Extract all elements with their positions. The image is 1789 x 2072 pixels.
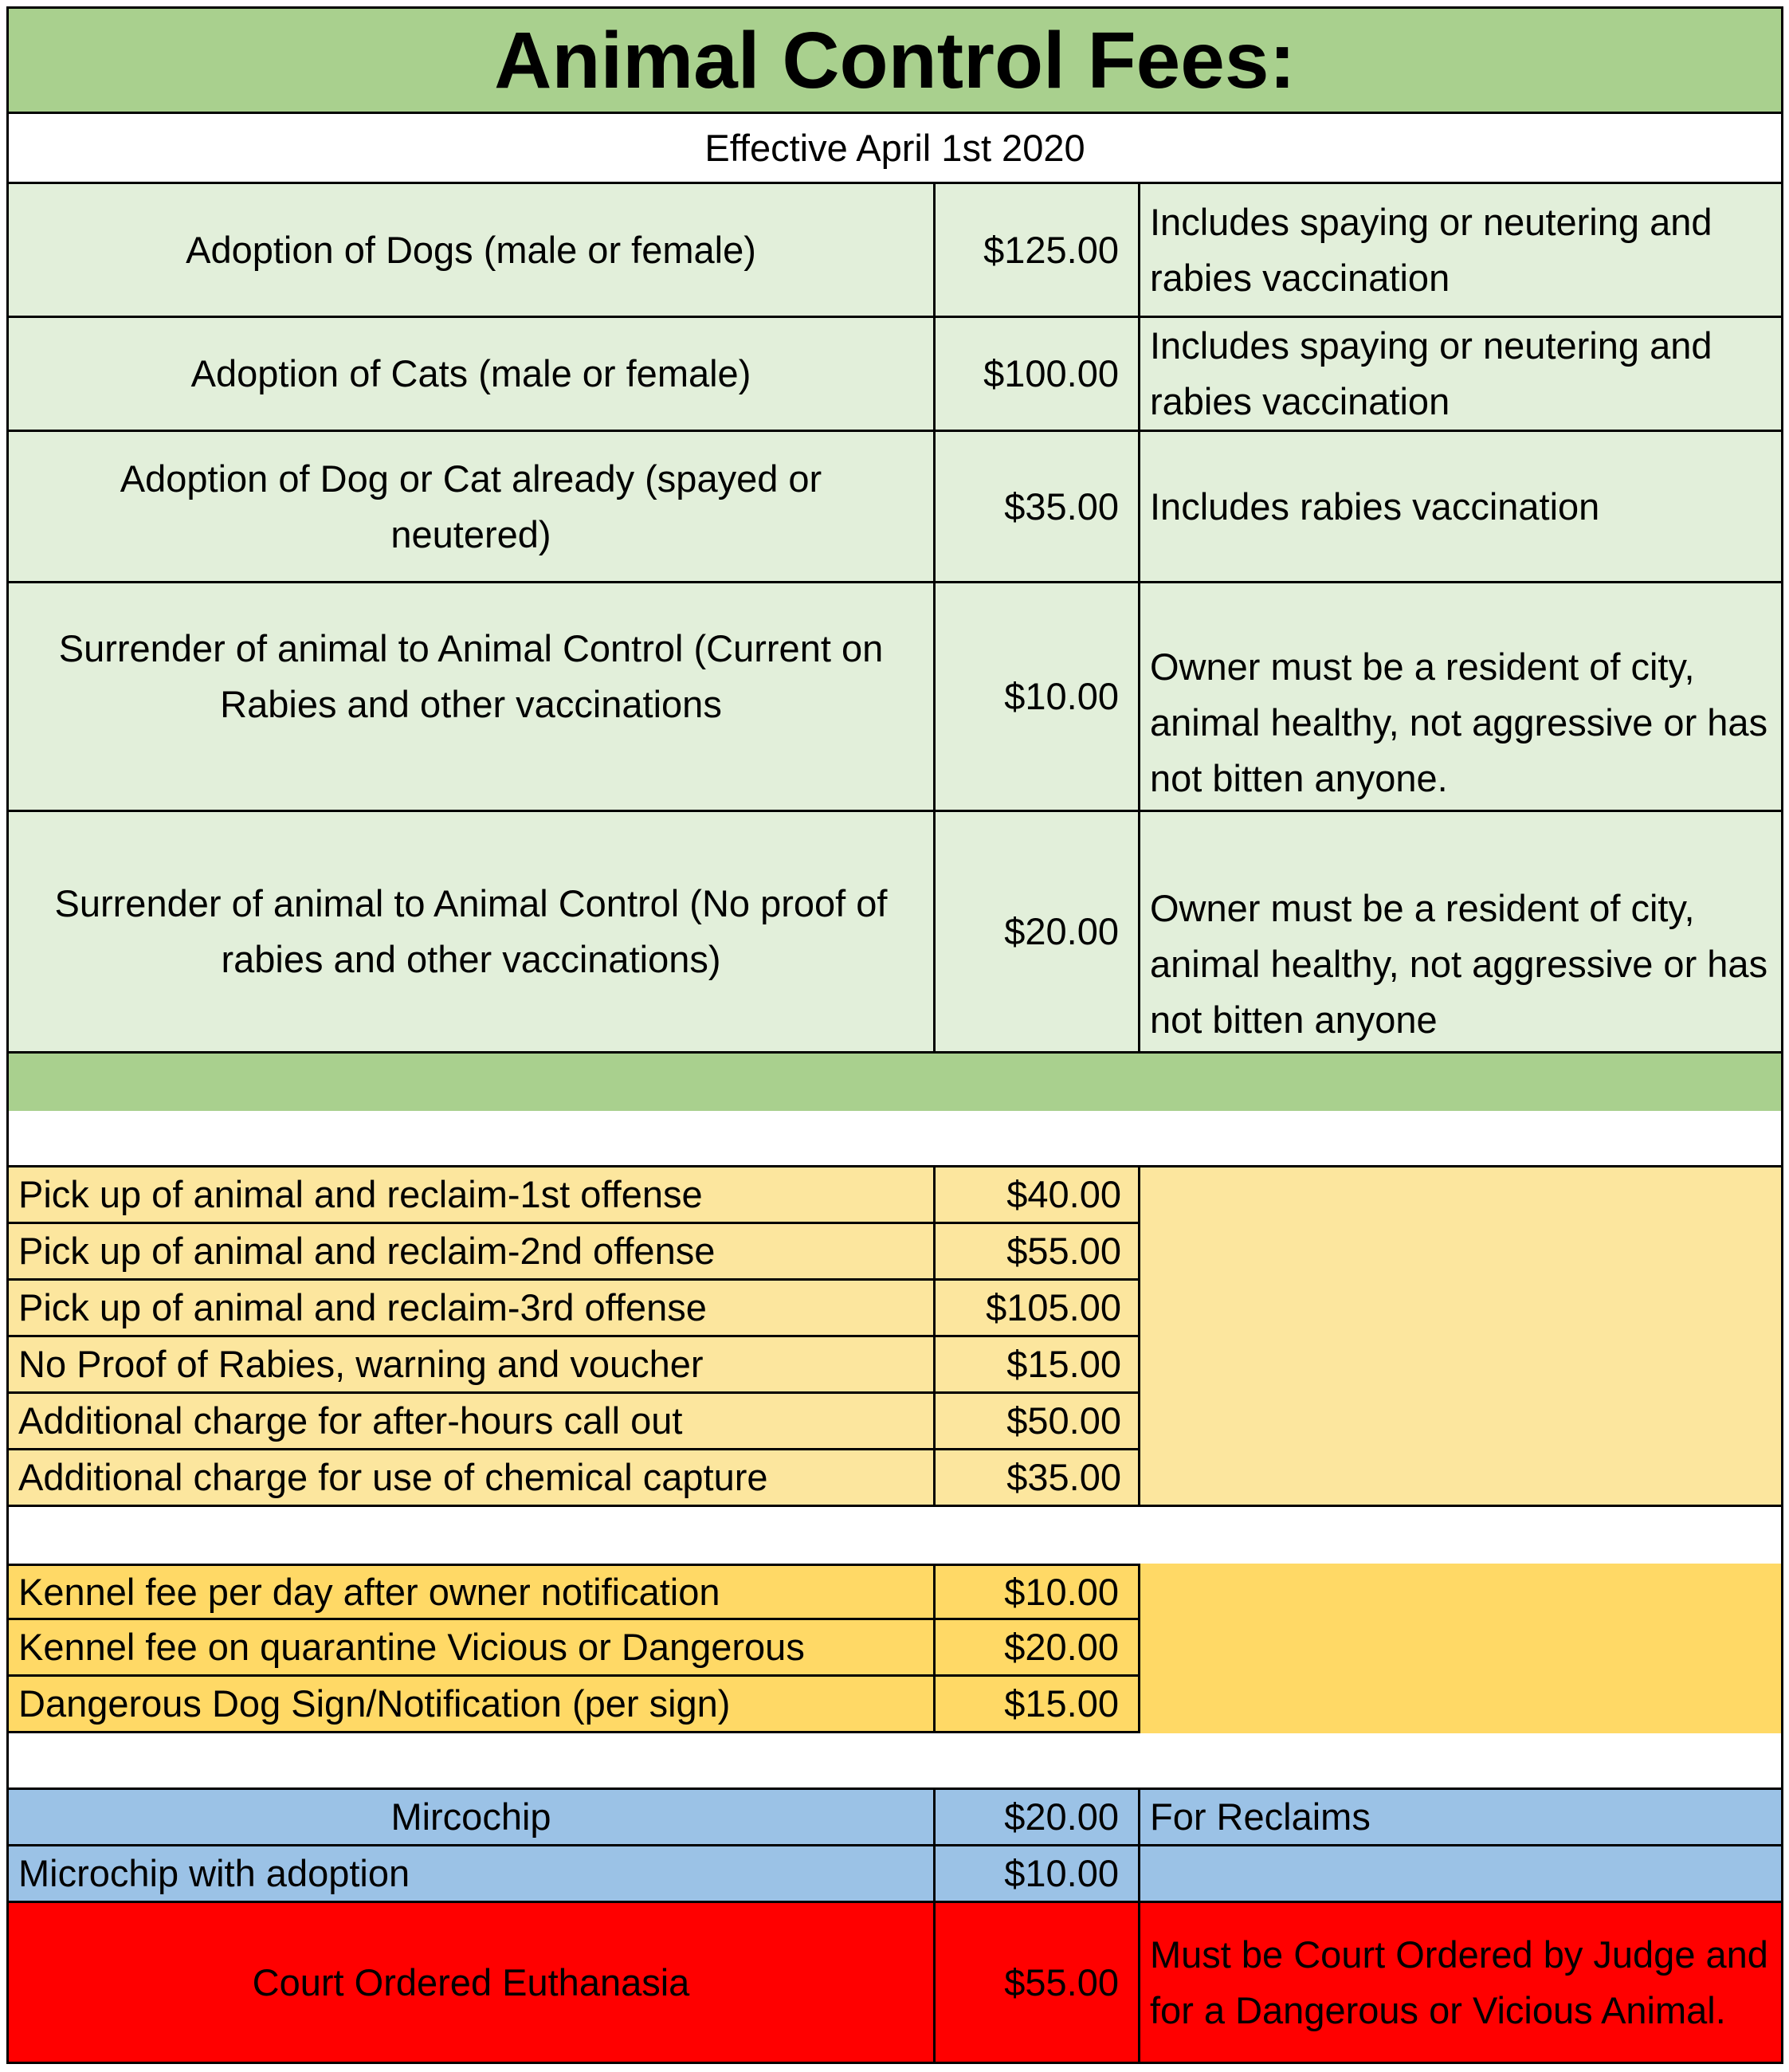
- fee-table: [6, 6, 1783, 2064]
- kennel-2-fee: $20.00: [933, 1620, 1138, 1674]
- pickup-row-2: [6, 1224, 1140, 1281]
- euthanasia-fee: $55.00: [933, 1903, 1140, 2062]
- microchip-label: Mircochip: [390, 1795, 551, 1838]
- kennel-3-fee: $15.00: [933, 1677, 1138, 1731]
- kennel-row-2: [6, 1620, 1140, 1677]
- surrender-noproof-label: Surrender of animal to Animal Control (No proof of rabies and other vaccinations): [54, 882, 888, 980]
- pickup-2-label: Pick up of animal and reclaim-2nd offense: [18, 1230, 716, 1272]
- microchip-note: For Reclaims: [1150, 1795, 1371, 1838]
- pickup-3-fee: $105.00: [933, 1281, 1140, 1335]
- surrender-noproof-fee: $20.00: [933, 812, 1140, 1051]
- pickup-row-6: [6, 1450, 1140, 1507]
- pickup-4-fee: $15.00: [933, 1337, 1140, 1391]
- kennel-row-3: [6, 1677, 1140, 1733]
- surrender-row-2: [6, 812, 1783, 1054]
- adoption-fixed-fee: $35.00: [933, 432, 1140, 581]
- blank-row-3: [6, 1733, 1783, 1790]
- microchip-row-2: [6, 1846, 1783, 1903]
- pickup-5-label: Additional charge for after-hours call out: [18, 1399, 683, 1442]
- adoption-dogs-fee: $125.00: [933, 184, 1140, 316]
- adoption-cats-fee: $100.00: [933, 318, 1140, 430]
- pickup-1-label: Pick up of animal and reclaim-1st offense: [18, 1173, 703, 1215]
- pickup-row-5: [6, 1394, 1140, 1450]
- euthanasia-row: [6, 1903, 1783, 2064]
- surrender-noproof-note: Owner must be a resident of city, animal healthy, not aggressive or has not bitten anyone: [1150, 887, 1768, 1041]
- kennel-section: [6, 1564, 1783, 1733]
- pickup-5-fee: $50.00: [933, 1394, 1140, 1448]
- pickup-6-label: Additional charge for use of chemical capture: [18, 1456, 768, 1498]
- effective-row: [6, 114, 1783, 184]
- pickup-4-label: No Proof of Rabies, warning and voucher: [18, 1343, 704, 1385]
- effective-date: Effective April 1st 2020: [704, 126, 1085, 169]
- adoption-fixed-note: Includes rabies vaccination: [1150, 485, 1600, 528]
- surrender-current-label: Surrender of animal to Animal Control (Current on Rabies and other vaccinations: [58, 627, 884, 725]
- pickup-row-4: [6, 1337, 1140, 1394]
- microchip-adoption-label: Microchip with adoption: [18, 1852, 410, 1894]
- kennel-3-label: Dangerous Dog Sign/Notification (per sign): [18, 1682, 731, 1725]
- kennel-row-1: [6, 1564, 1140, 1620]
- pickup-3-label: Pick up of animal and reclaim-3rd offense: [18, 1286, 707, 1328]
- kennel-2-label: Kennel fee on quarantine Vicious or Dangerous: [18, 1626, 805, 1668]
- adoption-dogs-label: Adoption of Dogs (male or female): [186, 228, 756, 271]
- surrender-row-1: [6, 583, 1783, 812]
- adoption-dogs-note: Includes spaying or neutering and rabies vaccination: [1150, 200, 1712, 299]
- pickup-notes-area: [1138, 1167, 1783, 1507]
- pickup-2-fee: $55.00: [933, 1224, 1140, 1278]
- pickup-1-fee: $40.00: [933, 1167, 1140, 1222]
- pickup-section: [6, 1167, 1783, 1507]
- euthanasia-label: Court Ordered Euthanasia: [252, 1960, 690, 2003]
- euthanasia-note: Must be Court Ordered by Judge and for a Dangerous or Vicious Animal.: [1150, 1933, 1768, 2031]
- pickup-row-1: [6, 1167, 1140, 1224]
- adoption-fixed-label: Adoption of Dog or Cat already (spayed or neutered): [120, 457, 822, 555]
- surrender-current-note: Owner must be a resident of city, animal healthy, not aggressive or has not bitten anyone.: [1150, 646, 1768, 799]
- section-divider-green: [6, 1054, 1783, 1111]
- adoption-row-3: [6, 432, 1783, 583]
- microchip-adoption-note: [1140, 1846, 1786, 1901]
- page-title: Animal Control Fees:: [494, 15, 1296, 105]
- adoption-cats-label: Adoption of Cats (male or female): [190, 352, 751, 394]
- microchip-adoption-fee: $10.00: [933, 1846, 1140, 1901]
- blank-row-1: [6, 1111, 1783, 1167]
- microchip-fee: $20.00: [933, 1790, 1140, 1844]
- kennel-1-fee: $10.00: [933, 1566, 1138, 1618]
- adoption-row-2: [6, 318, 1783, 432]
- surrender-current-fee: $10.00: [933, 583, 1140, 810]
- microchip-row-1: [6, 1790, 1783, 1846]
- adoption-row-1: [6, 184, 1783, 318]
- kennel-1-label: Kennel fee per day after owner notification: [18, 1570, 720, 1613]
- kennel-notes-area: [1138, 1564, 1783, 1733]
- title-row: [6, 6, 1783, 114]
- pickup-row-3: [6, 1281, 1140, 1337]
- pickup-6-fee: $35.00: [933, 1450, 1140, 1505]
- adoption-cats-note: Includes spaying or neutering and rabies vaccination: [1150, 324, 1712, 422]
- blank-row-2: [6, 1507, 1783, 1564]
